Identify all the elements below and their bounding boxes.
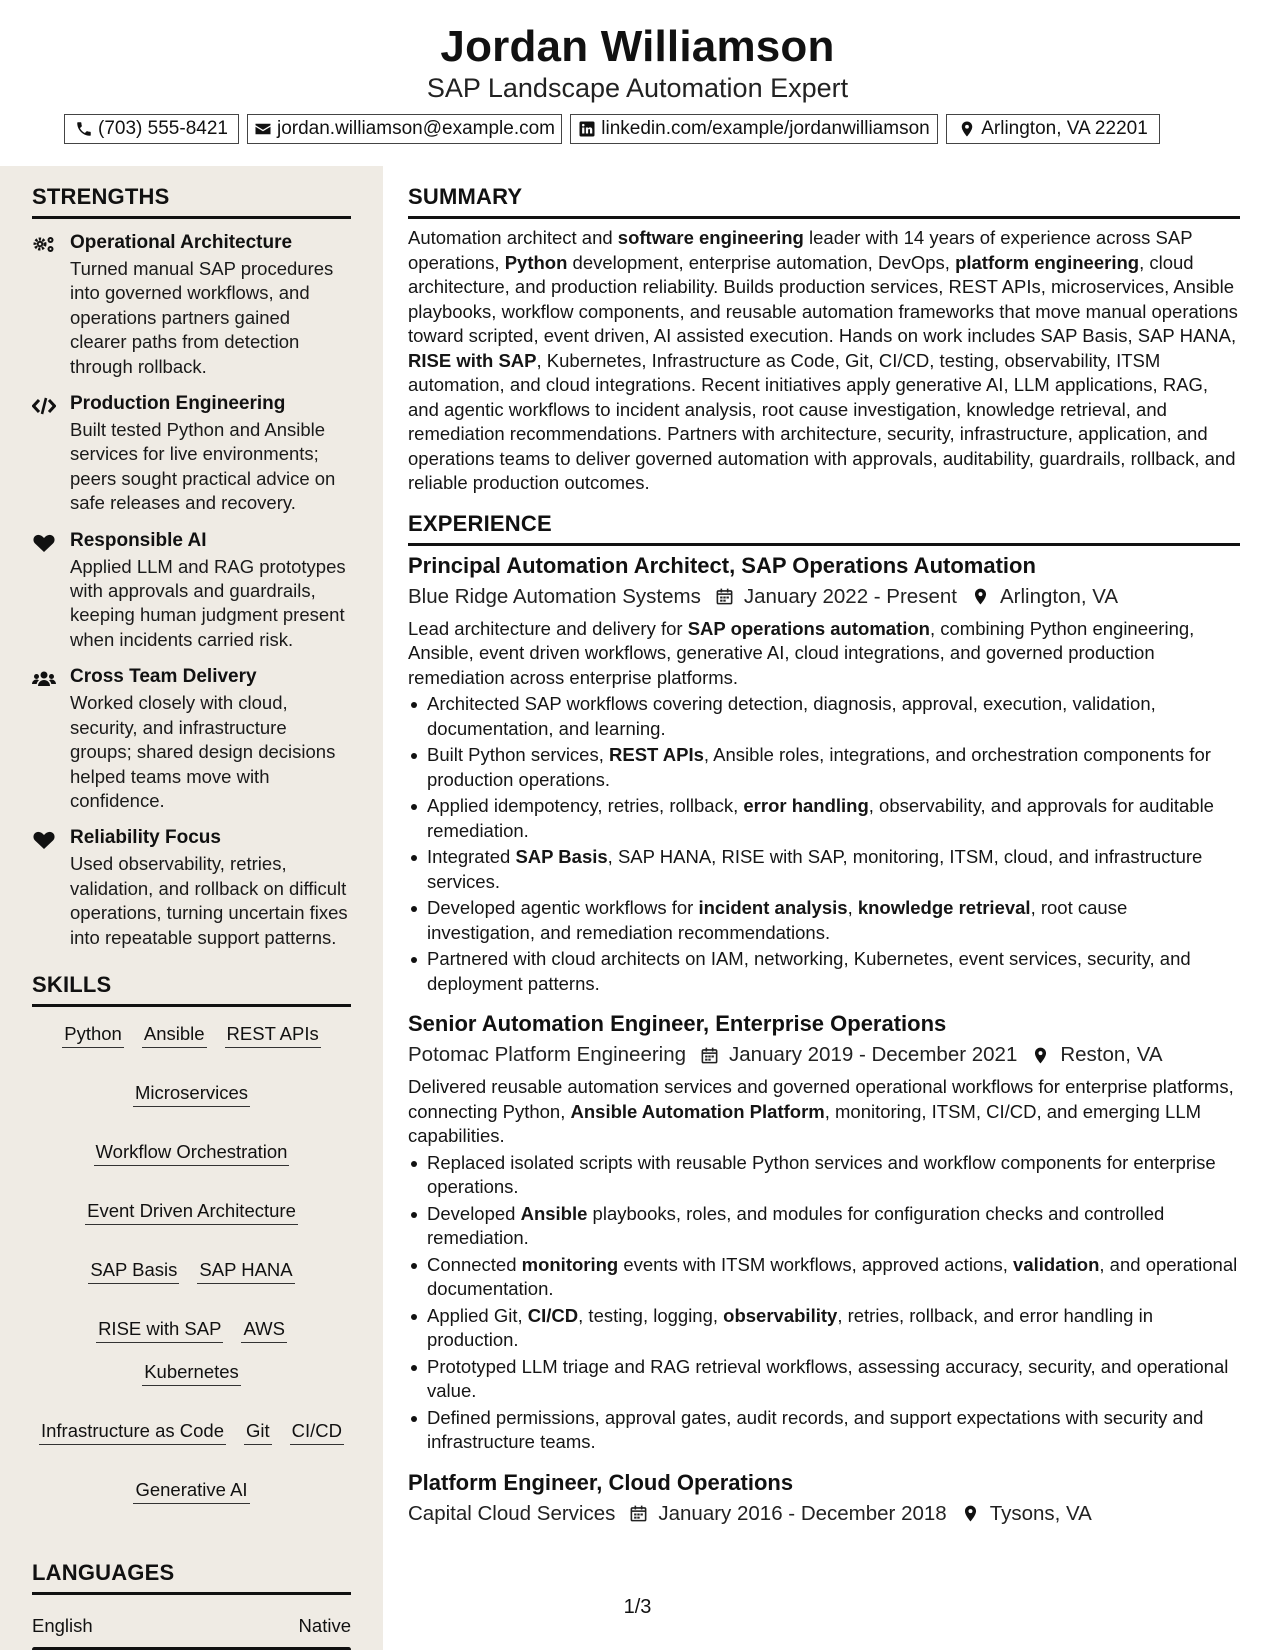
job-entry (408, 552, 1240, 997)
job-entry (408, 1010, 1240, 1455)
job-dates: January 2016 - December 2018 (658, 1501, 947, 1525)
job-bullet: Prototyped LLM triage and RAG retrieval workflows, assessing accuracy, security, and operational value. (408, 1355, 1240, 1404)
strength-title: Reliability Focus (70, 827, 221, 849)
page-number: 1/3 (623, 1596, 652, 1618)
job-location: Tysons, VA (989, 1501, 1092, 1525)
job-bullets (408, 692, 1240, 996)
map-marker-icon (1031, 1046, 1050, 1065)
job-location: Reston, VA (1060, 1043, 1163, 1066)
summary-text: Automation architect and software engineering leader with 14 years of experience across SAP operations, Python development, enterprise automation, DevOps, platform engineering, cloud architecture, and production reliability. Builds production services, REST APIs, microservices, Ansible playbooks, workflow components, and reusable automation frameworks that move manual operations toward scripted, event driven, AI assisted execution. Hands on work includes SAP Basis, SAP HANA, RISE with SAP, Kubernetes, Infrastructure as Code, Git, CI/CD, testing, observability, ITSM automation, and cloud integrations. Recent initiatives apply generative AI, LLM applications, RAG, and agentic workflows to incident analysis, root cause investigation, knowledge retrieval, and remediation recommendations. Partners with architecture, security, infrastructure, application, and operations teams to deliver governed automation with approvals, auditability, guardrails, rollback, and reliable production outcomes. (408, 227, 1238, 493)
heart-icon (32, 830, 56, 850)
job-company: Capital Cloud Services (408, 1501, 616, 1525)
calendar-icon (715, 587, 734, 606)
skill-tag: Python (62, 1021, 124, 1048)
users-icon (32, 669, 56, 689)
strength-title: Production Engineering (70, 393, 286, 415)
location-text: Arlington, VA 22201 (981, 118, 1148, 139)
skill-tag: Kubernetes (142, 1359, 241, 1386)
job-bullet: Architected SAP workflows covering detection, diagnosis, approval, execution, validation, documentation, and learning. (408, 692, 1240, 741)
strength-desc: Worked closely with cloud, security, and infrastructure groups; shared design decisions helped teams move with confidence. (70, 692, 336, 811)
phone-text: (703) 555-8421 (98, 118, 228, 139)
contact-location (946, 114, 1160, 144)
strength-desc: Built tested Python and Ansible services for live environments; peers sought practical advice on safe releases and recovery. (70, 419, 336, 514)
map-marker-icon (971, 587, 990, 606)
skill-tag: Git (244, 1418, 272, 1445)
job-title: Platform Engineer, Cloud Operations (408, 1469, 794, 1495)
job-title: Principal Automation Architect, SAP Operations Automation (408, 552, 1036, 578)
job-bullet: Integrated SAP Basis, SAP HANA, RISE with SAP, monitoring, ITSM, cloud, and infrastructure services. (408, 845, 1240, 894)
job-dates: January 2022 - Present (743, 584, 957, 608)
job-bullets (408, 1151, 1240, 1455)
strengths-heading: STRENGTHS (32, 184, 170, 209)
job-meta (408, 1041, 1240, 1069)
job-dates: January 2019 - December 2021 (729, 1043, 1018, 1066)
skill-tag: RISE with SAP (96, 1316, 223, 1343)
job-company: Potomac Platform Engineering (408, 1043, 687, 1066)
languages-heading: LANGUAGES (32, 1559, 175, 1585)
sidebar (0, 166, 383, 1650)
skills-divider (32, 1004, 351, 1007)
code-icon (32, 396, 56, 416)
heart-icon (32, 533, 56, 553)
job-bullet: Applied Git, CI/CD, testing, logging, observability, retries, rollback, and error handling in production. (408, 1304, 1240, 1353)
contact-bar (64, 114, 1206, 144)
strength-title: Operational Architecture (70, 232, 293, 253)
summary-divider (408, 216, 1240, 219)
skill-tag: Infrastructure as Code (39, 1418, 226, 1445)
skills-heading: SKILLS (32, 971, 112, 997)
candidate-name: Jordan Williamson (440, 22, 835, 71)
experience-list (408, 552, 1240, 1528)
skill-tag: Generative AI (133, 1477, 249, 1504)
skill-tag: CI/CD (290, 1418, 344, 1445)
strengths-divider (32, 216, 351, 219)
linkedin-text[interactable]: linkedin.com/example/jordanwilliamson (601, 118, 930, 139)
job-bullet: Defined permissions, approval gates, audit records, and support expectations with security and infrastructure teams. (408, 1406, 1240, 1455)
strength-desc: Applied LLM and RAG prototypes with approvals and guardrails, keeping human judgment present when incidents carried risk. (70, 555, 346, 650)
job-bullet: Developed Ansible playbooks, roles, and modules for configuration checks and controlled remediation. (408, 1202, 1240, 1251)
job-company: Blue Ridge Automation Systems (408, 584, 701, 608)
strength-desc: Turned manual SAP procedures into governed workflows, and operations partners gained clearer paths from detection through rollback. (70, 258, 334, 377)
skill-tag: AWS (241, 1316, 286, 1343)
strength-item (32, 665, 351, 813)
language-level: Native (298, 1614, 351, 1636)
map-marker-icon (958, 120, 976, 138)
skill-tag: Ansible (142, 1021, 207, 1048)
strength-item (32, 392, 351, 516)
languages-divider (32, 1592, 351, 1595)
skill-tag: Event Driven Architecture (85, 1198, 298, 1225)
calendar-icon (629, 1504, 648, 1523)
strength-item (32, 826, 351, 950)
skills-list (32, 1021, 351, 1504)
strength-desc: Used observability, retries, validation, and rollback on difficult operations, turning uncertain fixes into repeatable support patterns. (70, 853, 348, 948)
email-text[interactable]: jordan.williamson@example.com (276, 118, 555, 139)
strength-item (32, 529, 351, 653)
contact-email[interactable] (247, 114, 562, 144)
job-entry (408, 1469, 1240, 1528)
job-location: Arlington, VA (999, 584, 1119, 608)
linkedin-icon (578, 120, 596, 138)
main-content (408, 166, 1240, 1528)
contact-linkedin[interactable] (570, 114, 938, 144)
skill-tag: Workflow Orchestration (94, 1139, 290, 1166)
job-meta (408, 583, 1240, 611)
job-bullet: Partnered with cloud architects on IAM, networking, Kubernetes, event services, security, and deployment patterns. (408, 947, 1240, 996)
envelope-icon (254, 120, 272, 138)
language-name: English (32, 1614, 93, 1636)
skill-tag: SAP HANA (197, 1257, 294, 1284)
job-bullet: Applied idempotency, retries, rollback, error handling, observability, and approvals for auditable remediation. (408, 794, 1240, 843)
job-bullet: Replaced isolated scripts with reusable Python services and workflow components for enterprise operations. (408, 1151, 1240, 1200)
job-description: Delivered reusable automation services and governed operational workflows for enterprise platforms, connecting Python, Ansible Automation Platform, monitoring, ITSM, CI/CD, and emerging LLM capabilities. (408, 1076, 1234, 1146)
job-bullet: Built Python services, REST APIs, Ansible roles, integrations, and orchestration components for production operations. (408, 743, 1240, 792)
job-bullet: Connected monitoring events with ITSM workflows, approved actions, validation, and operational documentation. (408, 1253, 1240, 1302)
skill-tag: REST APIs (225, 1021, 321, 1048)
candidate-title: SAP Landscape Automation Expert (426, 73, 849, 103)
skill-tag: SAP Basis (88, 1257, 179, 1284)
resume-header (0, 0, 1275, 166)
cogs-icon (32, 235, 56, 255)
contact-phone (64, 114, 239, 144)
summary-heading: SUMMARY (408, 184, 523, 209)
strength-item (32, 231, 351, 379)
map-marker-icon (961, 1504, 980, 1523)
skill-tag: Microservices (133, 1080, 250, 1107)
job-title: Senior Automation Engineer, Enterprise Operations (408, 1011, 947, 1036)
job-meta (408, 1500, 1240, 1528)
strength-title: Responsible AI (70, 529, 207, 551)
experience-heading: EXPERIENCE (408, 510, 552, 536)
experience-divider (408, 543, 1240, 546)
calendar-icon (700, 1046, 719, 1065)
job-bullet: Developed agentic workflows for incident analysis, knowledge retrieval, root cause investigation, and remediation recommendations. (408, 896, 1240, 945)
strength-title: Cross Team Delivery (70, 666, 257, 688)
job-description: Lead architecture and delivery for SAP operations automation, combining Python engineering, Ansible, event driven workflows, generative AI, cloud integrations, and governed production remediation across enterprise platforms. (408, 617, 1195, 688)
phone-icon (75, 120, 93, 138)
